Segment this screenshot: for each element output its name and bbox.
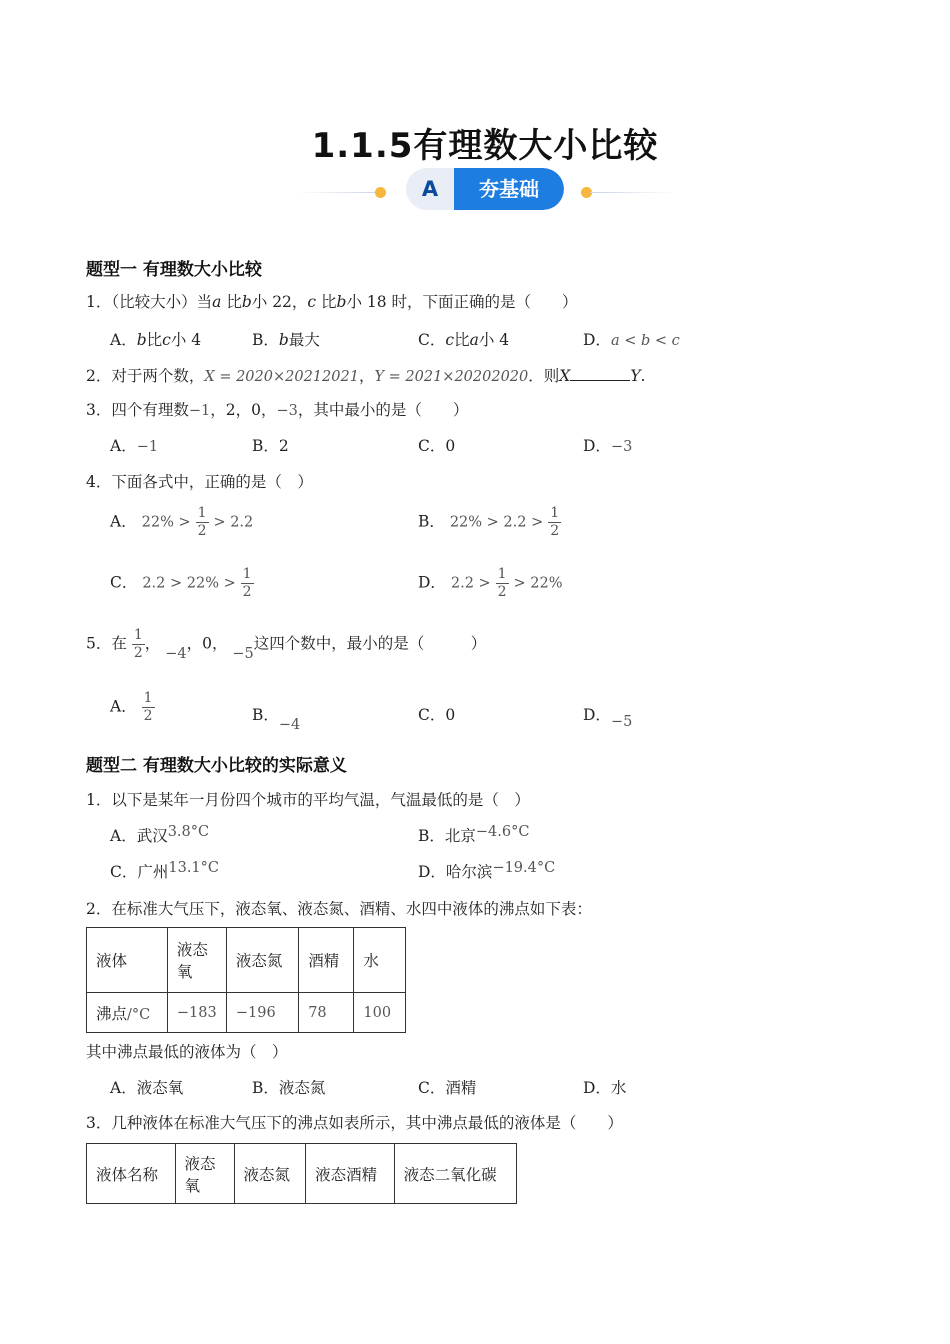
fraction: $\frac{1}{2}$ bbox=[197, 505, 207, 539]
question-text: 小 18 时，下面正确的是（ ） bbox=[346, 293, 578, 311]
question-text: （比较大小）当 bbox=[111, 293, 213, 311]
option-label: D． bbox=[583, 331, 611, 349]
option-c[interactable]: C．0 bbox=[418, 437, 456, 455]
fraction: $\frac{1}{2}$ bbox=[143, 690, 153, 724]
fraction: $\frac{1}{2}$ bbox=[497, 566, 507, 600]
table-cell: −183 bbox=[167, 993, 226, 1033]
option-d[interactable] bbox=[418, 860, 555, 882]
table-cell: −196 bbox=[226, 993, 298, 1033]
table-cell: 液态酒精 bbox=[306, 1144, 395, 1204]
var: b bbox=[336, 293, 347, 311]
option-label: D． bbox=[583, 706, 611, 724]
math-expression: a < b < c bbox=[610, 333, 680, 349]
cell-text: 沸点 bbox=[96, 1004, 128, 1023]
question-text: ， bbox=[358, 367, 375, 385]
question-text: 下面各式中，正确的是（ ） bbox=[111, 473, 313, 491]
badge-letter: A bbox=[421, 177, 439, 201]
question-number: 1． bbox=[86, 293, 112, 311]
option-label: A． bbox=[110, 331, 137, 349]
question-number: 5． bbox=[86, 634, 112, 653]
answer-blank[interactable] bbox=[570, 379, 630, 381]
table-row bbox=[87, 993, 406, 1033]
table-cell bbox=[87, 993, 168, 1033]
option-text: 最大 bbox=[288, 331, 320, 349]
table-cell: 液体名称 bbox=[87, 1144, 176, 1204]
math-expression: > 2.2 bbox=[213, 514, 254, 531]
table-cell: 100 bbox=[354, 993, 406, 1033]
level-badge bbox=[406, 168, 564, 210]
math-expression: −5 bbox=[232, 645, 254, 662]
math-expression: 2.2 > bbox=[450, 575, 491, 592]
page-title: 1.1.5有理数大小比较 bbox=[311, 126, 659, 166]
option-a[interactable] bbox=[110, 328, 201, 350]
question-number: 1． bbox=[86, 791, 112, 809]
question-1-4 bbox=[86, 470, 313, 492]
question-1-5 bbox=[86, 627, 486, 662]
option-label: D．哈尔滨 bbox=[418, 863, 493, 881]
question-1-3 bbox=[86, 398, 468, 420]
fraction: $\frac{1}{2}$ bbox=[133, 627, 143, 661]
option-d[interactable] bbox=[418, 566, 563, 601]
option-label: D． bbox=[418, 573, 446, 592]
option-a[interactable] bbox=[110, 434, 158, 456]
question-text: ，2，0， bbox=[210, 401, 277, 419]
option-label: A． bbox=[110, 437, 137, 455]
table-cell: 液态氧 bbox=[167, 928, 226, 993]
option-b[interactable]: B．2 bbox=[252, 437, 289, 455]
question-2-1 bbox=[86, 788, 530, 810]
var: b bbox=[136, 331, 147, 349]
badge-label: 夯基础 bbox=[454, 168, 564, 210]
question-text: 比 bbox=[221, 293, 242, 311]
boiling-point-table bbox=[86, 927, 406, 1033]
math-expression: 22% > 2.2 > bbox=[449, 514, 544, 531]
option-a[interactable] bbox=[110, 690, 155, 725]
option-label: C． bbox=[110, 573, 138, 592]
math-expression: Y = 2021×20202020 bbox=[374, 369, 529, 385]
var: b bbox=[278, 331, 289, 349]
option-label: A． bbox=[110, 697, 137, 716]
section-heading-1: 题型一 有理数大小比较 bbox=[86, 260, 262, 280]
table-cell: 78 bbox=[299, 993, 354, 1033]
var: X bbox=[559, 367, 571, 385]
option-label: D． bbox=[583, 437, 611, 455]
option-b[interactable] bbox=[418, 505, 561, 540]
table-cell: 水 bbox=[354, 928, 406, 993]
math-expression: −5 bbox=[610, 714, 633, 730]
option-text: 小 4 bbox=[478, 331, 510, 349]
option-a[interactable] bbox=[110, 824, 209, 846]
question-1-1 bbox=[86, 290, 578, 312]
option-label: B． bbox=[252, 706, 279, 724]
option-label: C．广州 bbox=[110, 863, 169, 881]
option-label: C． bbox=[418, 331, 446, 349]
option-b[interactable] bbox=[418, 824, 529, 846]
option-c[interactable]: C．0 bbox=[418, 706, 456, 724]
question-text: ，0， bbox=[186, 634, 228, 653]
question-text: . bbox=[640, 367, 646, 385]
var: a bbox=[469, 331, 479, 349]
math-expression: 22% > bbox=[141, 514, 191, 531]
math-expression: −4.6°C bbox=[475, 824, 530, 840]
fraction: $\frac{1}{2}$ bbox=[550, 505, 560, 539]
math-expression: −3 bbox=[276, 403, 298, 419]
fraction: $\frac{1}{2}$ bbox=[242, 566, 252, 600]
math-expression: −4 bbox=[165, 645, 187, 662]
option-b[interactable] bbox=[252, 328, 320, 350]
table-cell: 液体 bbox=[87, 928, 168, 993]
question-number: 3． bbox=[86, 1114, 112, 1132]
question-text: 四个有理数 bbox=[111, 401, 189, 419]
var: c bbox=[162, 331, 171, 349]
table-cell: 液态氧 bbox=[175, 1144, 234, 1204]
option-label: A． bbox=[110, 512, 137, 531]
math-expression: −4 bbox=[278, 717, 301, 733]
option-text: 小 4 bbox=[170, 331, 202, 349]
question-text: 这四个数中，最小的是（ ） bbox=[253, 634, 487, 653]
option-d[interactable] bbox=[583, 434, 632, 456]
option-text: 比 bbox=[454, 331, 470, 349]
math-expression: −19.4°C bbox=[492, 860, 556, 876]
var: Y bbox=[630, 367, 641, 385]
math-expression: 13.1°C bbox=[168, 860, 220, 876]
option-text: 比 bbox=[146, 331, 163, 349]
math-expression: −3 bbox=[610, 439, 633, 455]
option-c[interactable] bbox=[418, 328, 509, 350]
question-number: 2． bbox=[86, 900, 112, 918]
question-text: 对于两个数， bbox=[111, 367, 205, 385]
option-b[interactable] bbox=[252, 703, 301, 733]
option-label: B． bbox=[252, 331, 279, 349]
option-c[interactable]: C．酒精 bbox=[418, 1079, 477, 1097]
question-2-2-followup: 其中沸点最低的液体为（ ） bbox=[86, 1043, 288, 1061]
cell-unit: /°C bbox=[127, 1006, 151, 1023]
question-text: 几种液体在标准大气压下的沸点如表所示，其中沸点最低的液体是（ ） bbox=[111, 1114, 623, 1132]
option-label: B． bbox=[418, 512, 445, 531]
math-expression: > 22% bbox=[513, 575, 563, 592]
question-text: ，其中最小的是（ ） bbox=[297, 401, 469, 419]
question-number: 3． bbox=[86, 401, 112, 419]
math-expression: −1 bbox=[188, 403, 211, 419]
question-1-2 bbox=[86, 364, 645, 386]
var: b bbox=[241, 293, 252, 311]
table-cell: 液态氮 bbox=[226, 928, 298, 993]
option-d[interactable] bbox=[583, 328, 680, 350]
title-divider-right bbox=[590, 192, 676, 193]
option-label: B．北京 bbox=[418, 827, 476, 845]
question-text: 以下是某年一月份四个城市的平均气温，气温最低的是（ ） bbox=[111, 791, 530, 809]
option-label: A．武汉 bbox=[110, 827, 168, 845]
question-text: 在 bbox=[111, 634, 127, 653]
option-a[interactable] bbox=[110, 505, 253, 540]
question-text: 在标准大气压下，液态氧、液态氮、酒精、水四中液体的沸点如下表： bbox=[111, 900, 592, 918]
option-c[interactable] bbox=[110, 860, 219, 882]
math-expression: 3.8°C bbox=[167, 824, 210, 840]
option-b[interactable]: B．液态氮 bbox=[252, 1079, 326, 1097]
option-c[interactable] bbox=[110, 566, 254, 601]
question-2-2 bbox=[86, 897, 592, 919]
question-number: 2． bbox=[86, 367, 112, 385]
table-row bbox=[87, 1144, 517, 1204]
section-heading-2: 题型二 有理数大小比较的实际意义 bbox=[86, 756, 347, 776]
question-2-3 bbox=[86, 1111, 623, 1133]
question-number: 4． bbox=[86, 473, 112, 491]
option-a[interactable]: A．液态氧 bbox=[110, 1079, 184, 1097]
question-text: 小 22， bbox=[251, 293, 308, 311]
title-divider-left bbox=[296, 192, 382, 193]
var: a bbox=[212, 293, 222, 311]
divider-dot-left bbox=[375, 187, 386, 198]
var: c bbox=[307, 293, 317, 311]
table-cell: 液态二氧化碳 bbox=[394, 1144, 516, 1204]
question-text: ， bbox=[144, 634, 161, 653]
math-expression: −1 bbox=[136, 439, 159, 455]
liquid-table bbox=[86, 1143, 517, 1204]
math-expression: 2.2 > 22% > bbox=[142, 575, 236, 592]
question-text: 比 bbox=[316, 293, 337, 311]
option-d[interactable]: D．水 bbox=[583, 1079, 627, 1097]
table-cell: 酒精 bbox=[299, 928, 354, 993]
math-expression: X = 2020×20212021 bbox=[204, 369, 359, 385]
question-text: ．则 bbox=[528, 367, 560, 385]
table-row bbox=[87, 928, 406, 993]
var: c bbox=[445, 331, 455, 349]
option-d[interactable] bbox=[583, 703, 633, 730]
table-cell: 液态氮 bbox=[234, 1144, 306, 1204]
